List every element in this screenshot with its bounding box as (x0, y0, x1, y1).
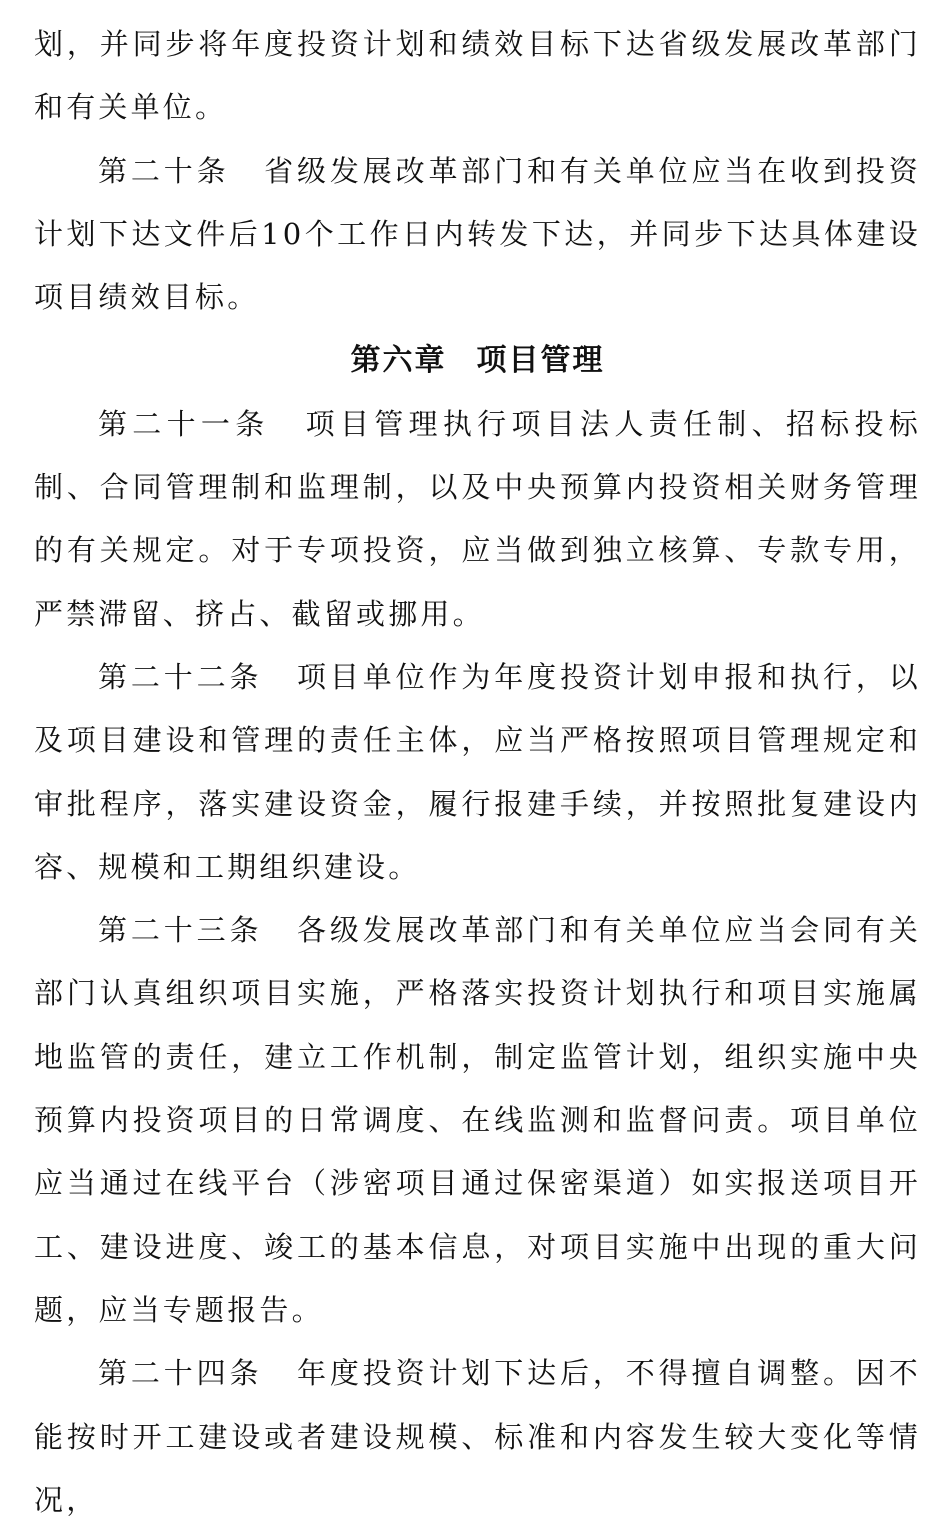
paragraph-continuation: 划，并同步将年度投资计划和绩效目标下达省级发展改革部门和有关单位。 (34, 27, 921, 125)
article-20-text: 省级发展改革部门和有关单位应当在收到投资计划下达文件后10个工作日内转发下达，并同步下达具体建设项目绩效目标。 (34, 153, 921, 315)
chapter-6-heading (34, 329, 921, 392)
article-22-text: 项目单位作为年度投资计划申报和执行，以及项目建设和管理的责任主体，应当严格按照项目管理规定和审批程序，落实建设资金，履行报建手续，并按照批复建设内容、规模和工期组织建设。 (34, 659, 921, 884)
article-20-label: 第二十条 (98, 153, 230, 188)
article-24-text: 年度投资计划下达后，不得擅自调整。因不能按时开工建设或者建设规模、标准和内容发生较大变化等情况， (34, 1356, 921, 1517)
chapter-6-label: 第六章 (350, 343, 447, 379)
article-24-label: 第二十四条 (98, 1356, 263, 1391)
article-21-text: 项目管理执行项目法人责任制、招标投标制、合同管理制和监理制，以及中央预算内投资相关财务管理的有关规定。对于专项投资，应当做到独立核算、专款专用，严禁滞留、挤占、截留或挪用。 (34, 406, 921, 631)
chapter-6-title: 项目管理 (476, 343, 605, 379)
article-20 (34, 140, 921, 330)
article-24 (34, 1342, 921, 1532)
article-21 (34, 393, 921, 646)
article-23 (34, 899, 921, 1342)
article-22-label: 第二十二条 (98, 659, 263, 694)
article-22 (34, 646, 921, 899)
article-23-label: 第二十三条 (98, 913, 263, 948)
article-23-text: 各级发展改革部门和有关单位应当会同有关部门认真组织项目实施，严格落实投资计划执行和项目实施属地监管的责任，建立工作机制，制定监管计划，组织实施中央预算内投资项目的日常调度、在线监测和监督问责。项目单位应当通过在线平台（涉密项目通过保密渠道）如实报送项目开工、建设进度、竣工的基本信息，对项目实施中出现的重大问题，应当专题报告。 (34, 913, 921, 1327)
article-21-label: 第二十一条 (98, 406, 270, 441)
